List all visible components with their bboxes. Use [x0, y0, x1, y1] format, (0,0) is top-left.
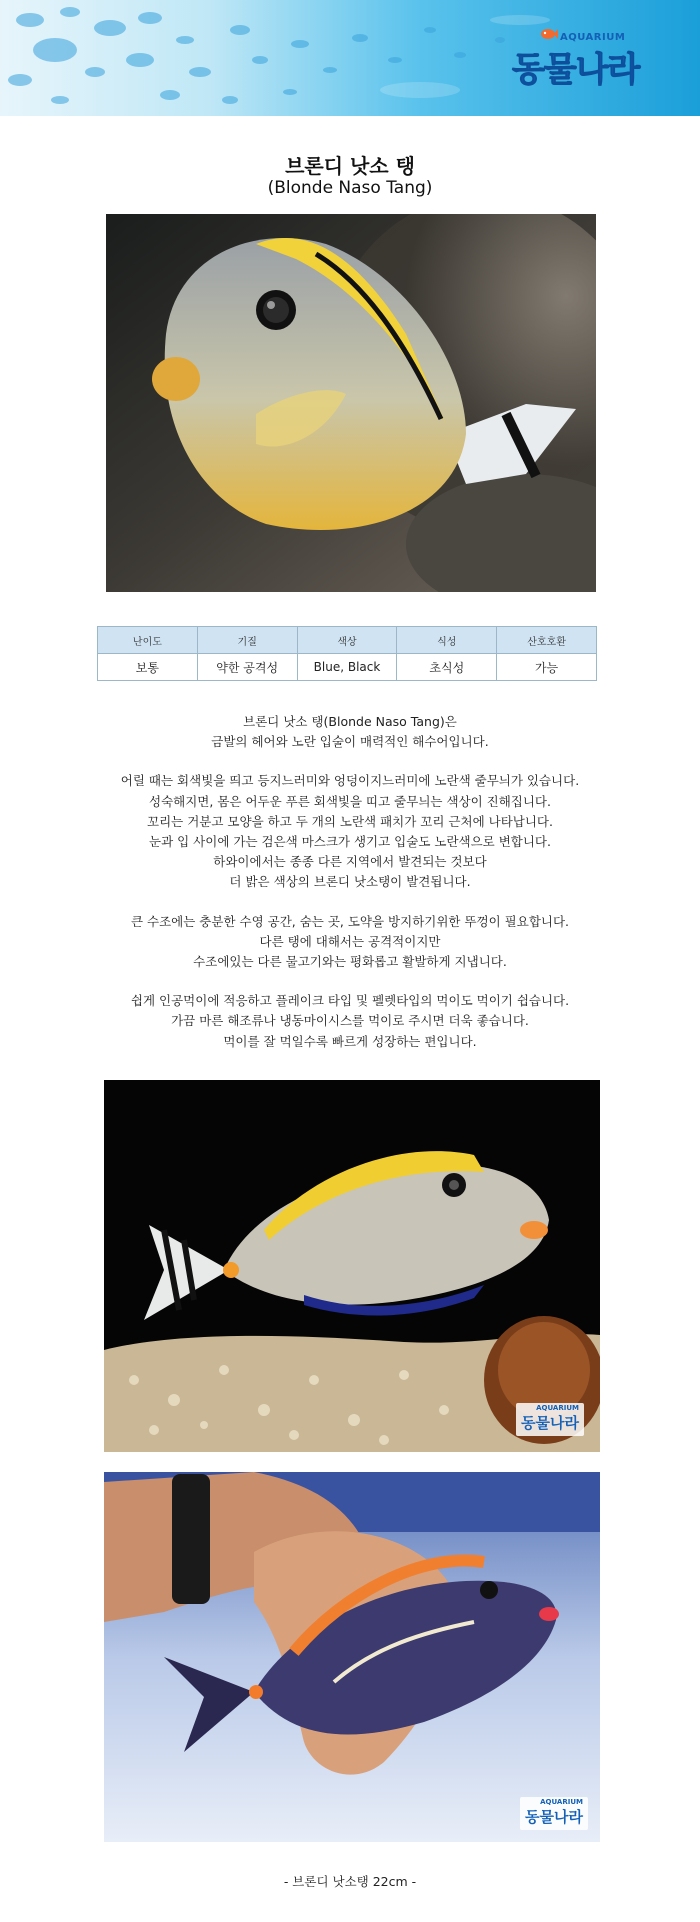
watermark-subtext: AQUARIUM	[536, 1404, 579, 1412]
watermark-logo	[520, 1797, 588, 1830]
product-title: 브론디 낫소 탱	[285, 154, 415, 178]
watermark-text: 동물나라	[525, 1808, 583, 1826]
header-banner	[0, 0, 700, 116]
spec-header-color: 색상	[297, 627, 397, 654]
spec-value-difficulty: 보통	[98, 654, 198, 681]
description-line: 다른 탱에 대해서는 공격적이지만	[259, 933, 441, 949]
spec-value-color: Blue, Black	[297, 654, 397, 681]
description-line: 쉽게 인공먹이에 적응하고 플레이크 타입 및 펠렛타입의 먹이도 먹이기 쉽습니다.	[130, 993, 570, 1009]
description-line: 가끔 마른 해조류나 냉동마이시스를 먹이로 주시면 더욱 좋습니다.	[171, 1013, 529, 1029]
description-paragraph	[0, 912, 700, 973]
product-photo-main	[106, 214, 596, 592]
spec-header-temperament: 기질	[197, 627, 297, 654]
product-subtitle: (Blonde Naso Tang)	[267, 178, 433, 198]
description-line: 어릴 때는 회색빛을 띄고 등지느러미와 엉덩이지느러미에 노란색 줄무늬가 있습니다.	[120, 773, 580, 789]
description-line: 큰 수조에는 충분한 수영 공간, 숨는 곳, 도약을 방지하기위한 뚜껑이 필요합니다.	[130, 913, 570, 929]
product-photo-tank	[104, 1080, 600, 1452]
watermark-subtext: AQUARIUM	[540, 1798, 583, 1806]
watermark-logo	[516, 1403, 584, 1436]
description-line: 먹이를 잘 먹일수록 빠르게 성장하는 편입니다.	[223, 1033, 477, 1049]
spec-table-value-row	[98, 654, 597, 681]
hand-holding-fish-illustration	[104, 1472, 600, 1842]
spec-value-diet: 초식성	[397, 654, 497, 681]
description-line: 하와이에서는 종종 다른 지역에서 발견되는 것보다	[213, 854, 487, 870]
description-line: 브론디 낫소 탱(Blonde Naso Tang)은	[243, 714, 457, 729]
logo-fish-icon	[540, 28, 558, 40]
fish-tank-illustration	[104, 1080, 600, 1452]
fish-illustration	[106, 214, 596, 592]
logo-text: 동물나라	[512, 50, 640, 90]
spec-value-temperament: 약한 공격성	[197, 654, 297, 681]
description-line: 더 밝은 색상의 브론디 낫소탱이 발견됩니다.	[229, 874, 471, 890]
description-line: 꼬리는 거분고 모양을 하고 두 개의 노란색 패치가 꼬리 근처에 나타납니다.	[147, 813, 553, 829]
description-line: 수조에있는 다른 물고기와는 평화롭고 활발하게 지냅니다.	[193, 954, 507, 970]
logo-subtext: AQUARIUM	[560, 32, 626, 43]
product-description	[0, 712, 700, 1071]
spec-table-header-row	[98, 627, 597, 654]
spec-header-difficulty: 난이도	[98, 627, 198, 654]
spec-table	[97, 626, 597, 681]
spec-header-reef-safe: 산호호환	[497, 627, 597, 654]
photo-caption: - 브론디 낫소탱 22cm -	[283, 1874, 417, 1889]
description-line: 성숙해지면, 몸은 어두운 푸른 회색빛을 띠고 줄무늬는 색상이 진해집니다.	[149, 793, 551, 809]
description-paragraph	[0, 991, 700, 1052]
description-paragraph	[0, 771, 700, 892]
description-paragraph	[0, 712, 700, 752]
watermark-text: 동물나라	[521, 1414, 579, 1432]
description-line: 금발의 헤어와 노란 입술이 매력적인 해수어입니다.	[211, 734, 489, 750]
brand-logo[interactable]	[512, 22, 642, 92]
spec-value-reef-safe: 가능	[497, 654, 597, 681]
product-photo-hand	[104, 1472, 600, 1842]
spec-header-diet: 식성	[397, 627, 497, 654]
description-line: 눈과 입 사이에 가는 검은색 마스크가 생기고 입술도 노란색으로 변합니다.	[149, 834, 551, 850]
